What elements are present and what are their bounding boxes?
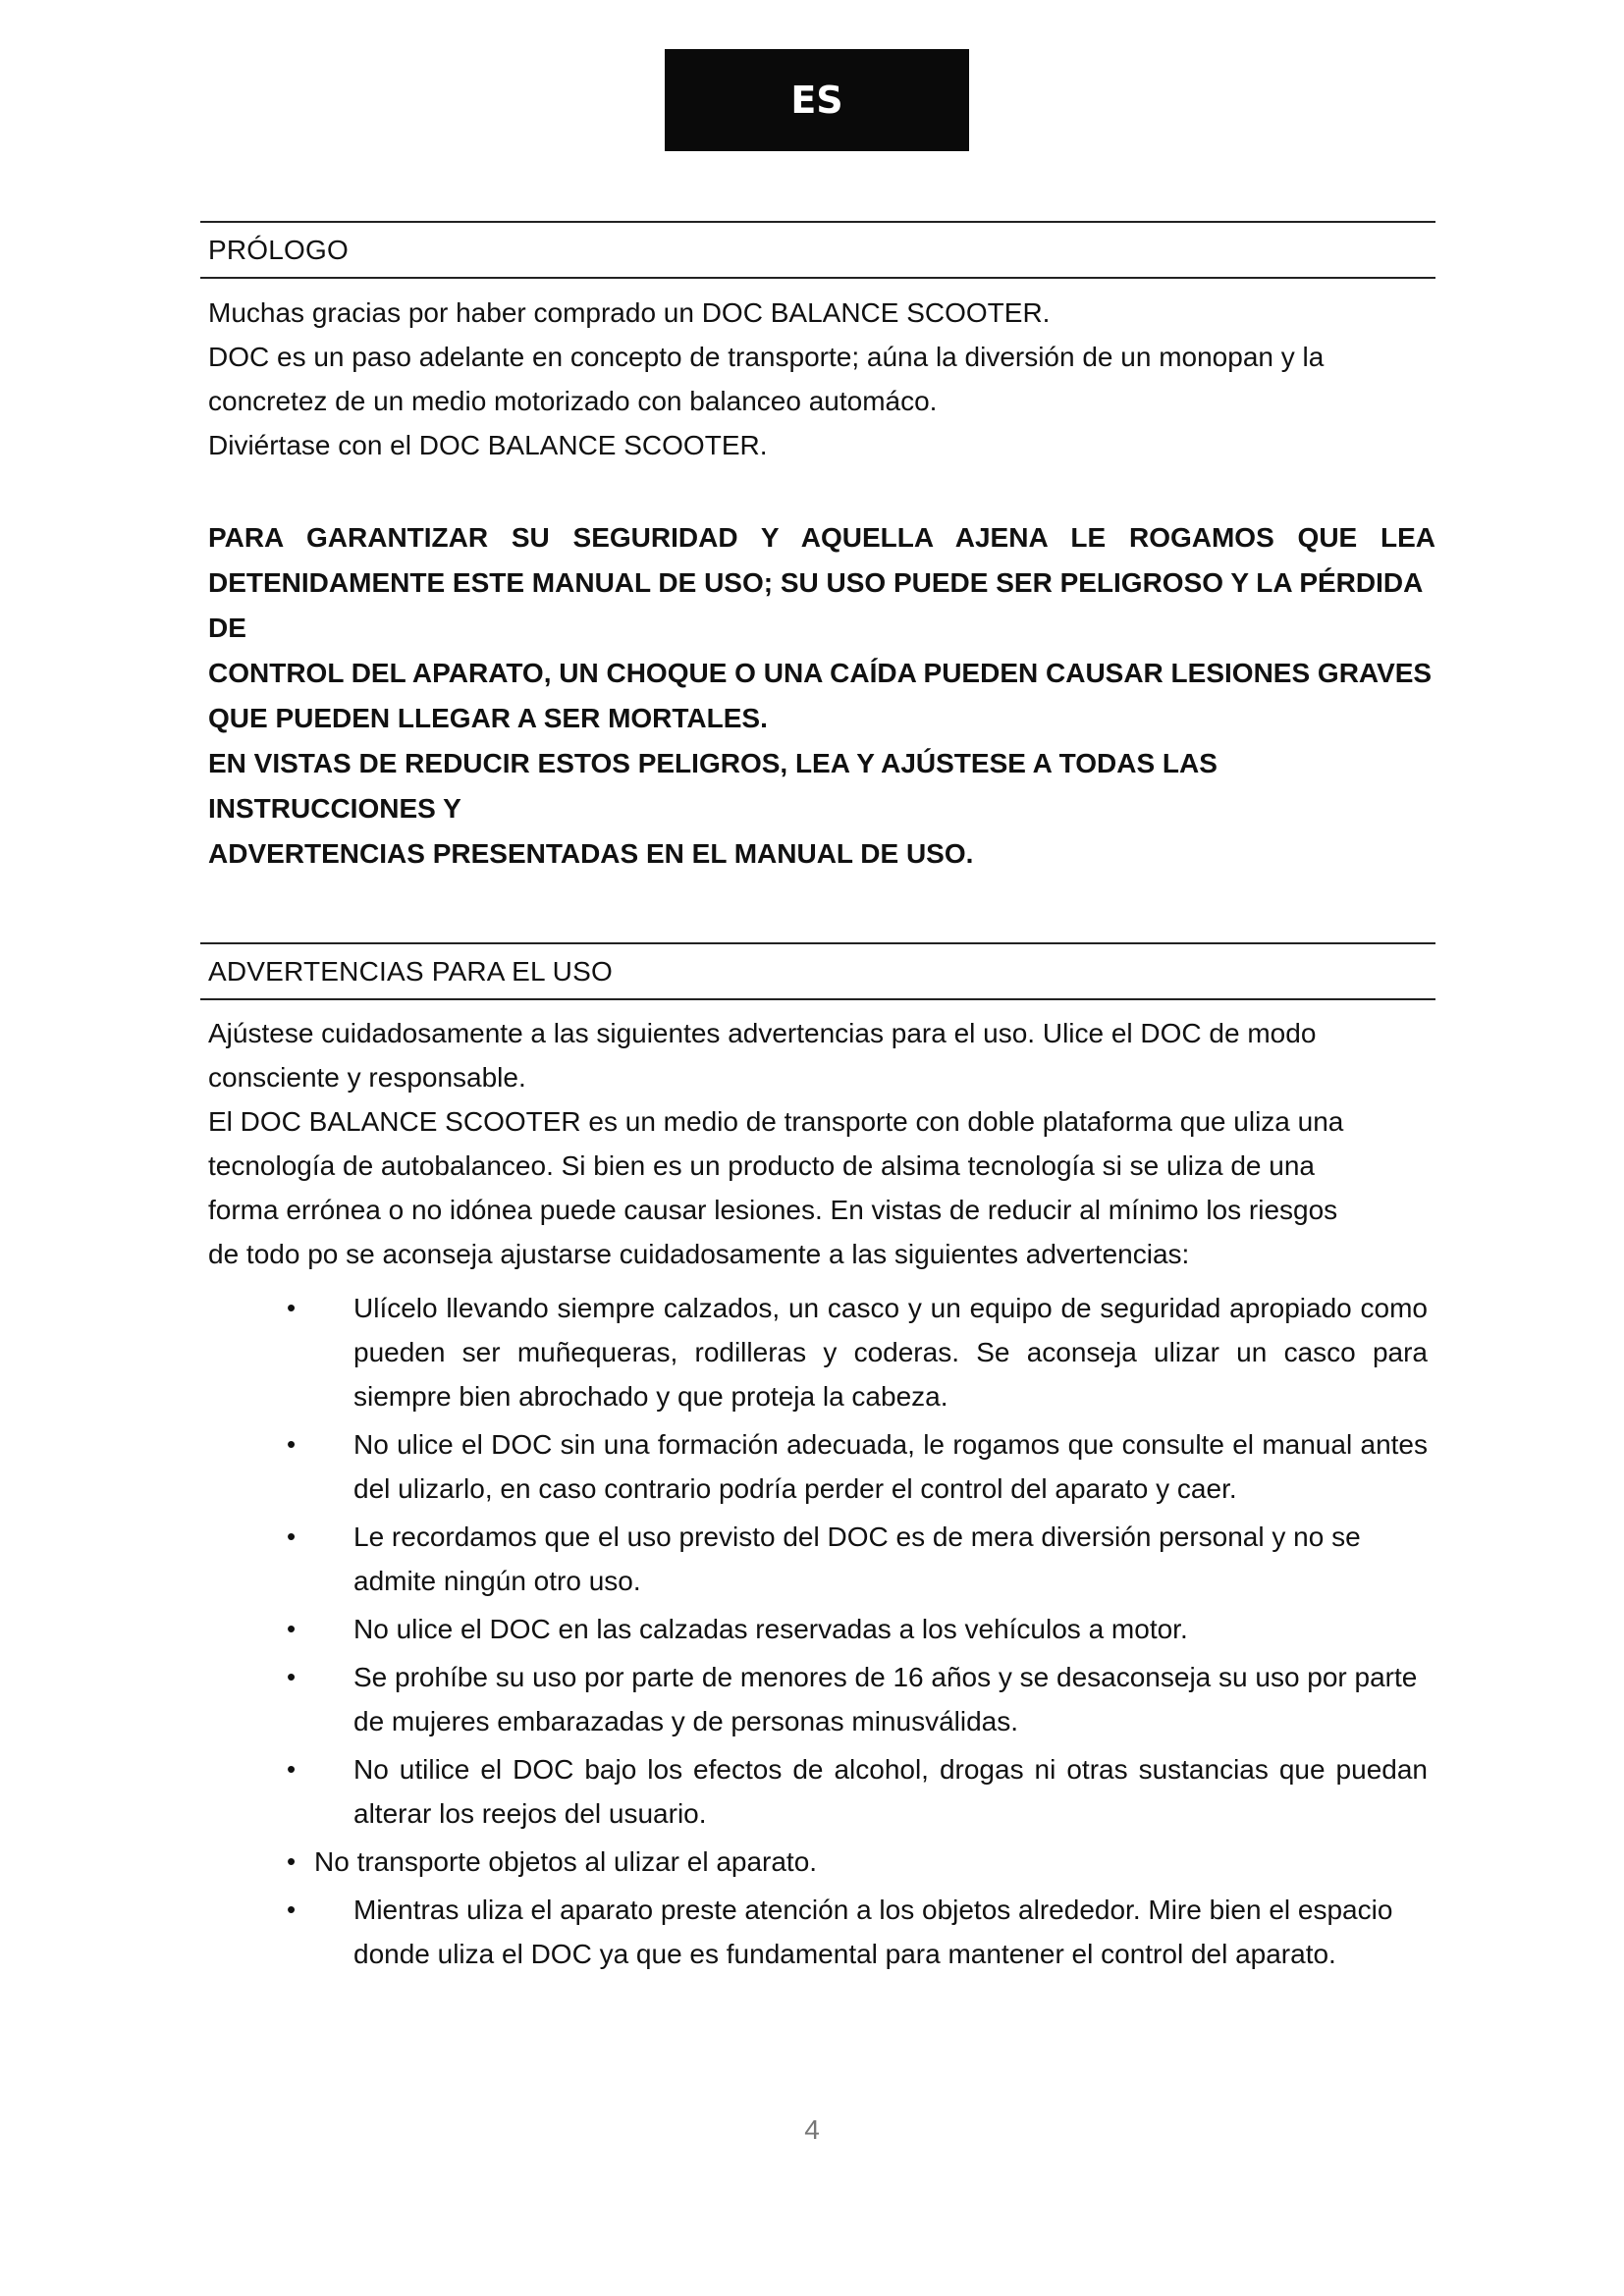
warning-line: EN VISTAS DE REDUCIR ESTOS PELIGROS, LEA Y AJÚSTESE A TODAS LAS INSTRUCCIONES Y [208, 748, 1218, 824]
bullet-icon: • [287, 1429, 297, 1459]
warning-line: QUE PUEDEN LLEGAR A SER MORTALES. [208, 703, 768, 733]
bullet-icon: • [287, 1754, 297, 1784]
bullet-icon: • [287, 1662, 297, 1691]
intro-line: tecnología de autobalanceo. Si bien es un producto de alsima tecnología si se uliza de una [208, 1150, 1315, 1181]
intro-line: El DOC BALANCE SCOOTER es un medio de transporte con doble plataforma que uliza una [208, 1106, 1344, 1137]
list-item-text: Se prohíbe su uso por parte de menores de 16 años y se desaconseja su uso por parte de mujeres embarazadas y de personas minusválidas. [353, 1662, 1418, 1736]
prologue-header [200, 221, 1435, 279]
prologue-line: concretez de un medio motorizado con balanceo automáco. [208, 386, 938, 416]
bullet-icon: • [287, 1846, 297, 1876]
warning-line: DETENIDAMENTE ESTE MANUAL DE USO; SU USO PUEDE SER PELIGROSO Y LA PÉRDIDA DE [208, 567, 1423, 643]
warning-line: ADVERTENCIAS PRESENTADAS EN EL MANUAL DE USO. [208, 838, 974, 869]
list-item-text: Mientras uliza el aparato preste atención a los objetos alrededor. Mire bien el espacio donde uliza el DOC ya que es fundamental para mantener el control del aparato. [353, 1895, 1393, 1969]
list-item-text: No transporte objetos al ulizar el aparato. [314, 1846, 818, 1877]
list-item [208, 1888, 1435, 1976]
intro-line: forma errónea o no idónea puede causar lesiones. En vistas de reducir al mínimo los riesgos [208, 1195, 1338, 1225]
bullet-icon: • [287, 1293, 297, 1322]
warnings-title: ADVERTENCIAS PARA EL USO [208, 956, 613, 987]
bullet-icon: • [287, 1522, 297, 1551]
warnings-header [200, 942, 1435, 1000]
prologue-body [208, 291, 1435, 467]
list-item [208, 1515, 1435, 1603]
list-item [208, 1607, 1435, 1651]
prologue-line: Diviértase con el DOC BALANCE SCOOTER. [208, 430, 768, 460]
bullet-icon: • [287, 1614, 297, 1643]
page-number: 4 [804, 2114, 820, 2145]
list-item-text: No ulice el DOC en las calzadas reservadas a los vehículos a motor. [353, 1614, 1188, 1644]
prologue-title: PRÓLOGO [208, 235, 349, 265]
list-item [208, 1747, 1435, 1836]
list-item-text: Le recordamos que el uso previsto del DOC es de mera diversión personal y no se admite ningún otro uso. [353, 1522, 1361, 1596]
list-item [208, 1655, 1435, 1743]
list-item [208, 1422, 1435, 1511]
list-item [208, 1840, 1435, 1884]
prologue-line: DOC es un paso adelante en concepto de transporte; aúna la diversión de un monopan y la [208, 342, 1325, 372]
warning-line: PARA GARANTIZAR SU SEGURIDAD Y AQUELLA AJENA LE ROGAMOS QUE LEA [208, 522, 1435, 553]
warnings-intro [208, 1011, 1435, 1276]
list-item-text: No ulice el DOC sin una formación adecuada, le rogamos que consulte el manual antes del ulizarlo, en caso contrario podría perder el control del aparato y caer. [353, 1429, 1428, 1504]
safety-warning [208, 515, 1435, 877]
bullet-icon: • [287, 1895, 297, 1924]
list-item [208, 1286, 1435, 1418]
prologue-line: Muchas gracias por haber comprado un DOC BALANCE SCOOTER. [208, 297, 1051, 328]
intro-line: Ajústese cuidadosamente a las siguientes advertencias para el uso. Ulice el DOC de modo [208, 1018, 1317, 1048]
list-item-text: No utilice el DOC bajo los efectos de alcohol, drogas ni otras sustancias que puedan alterar los reejos del usuario. [353, 1754, 1428, 1829]
intro-line: consciente y responsable. [208, 1062, 526, 1093]
warnings-list [208, 1286, 1435, 1980]
intro-line: de todo po se aconseja ajustarse cuidadosamente a las siguientes advertencias: [208, 1239, 1190, 1269]
language-badge: ES [665, 49, 969, 151]
warning-line: CONTROL DEL APARATO, UN CHOQUE O UNA CAÍDA PUEDEN CAUSAR LESIONES GRAVES [208, 658, 1433, 688]
list-item-text: Ulícelo llevando siempre calzados, un casco y un equipo de seguridad apropiado como pueden ser muñequeras, rodilleras y coderas. Se aconseja ulizar un casco para siempre bien abrochado y que proteja la cabeza. [353, 1293, 1428, 1412]
